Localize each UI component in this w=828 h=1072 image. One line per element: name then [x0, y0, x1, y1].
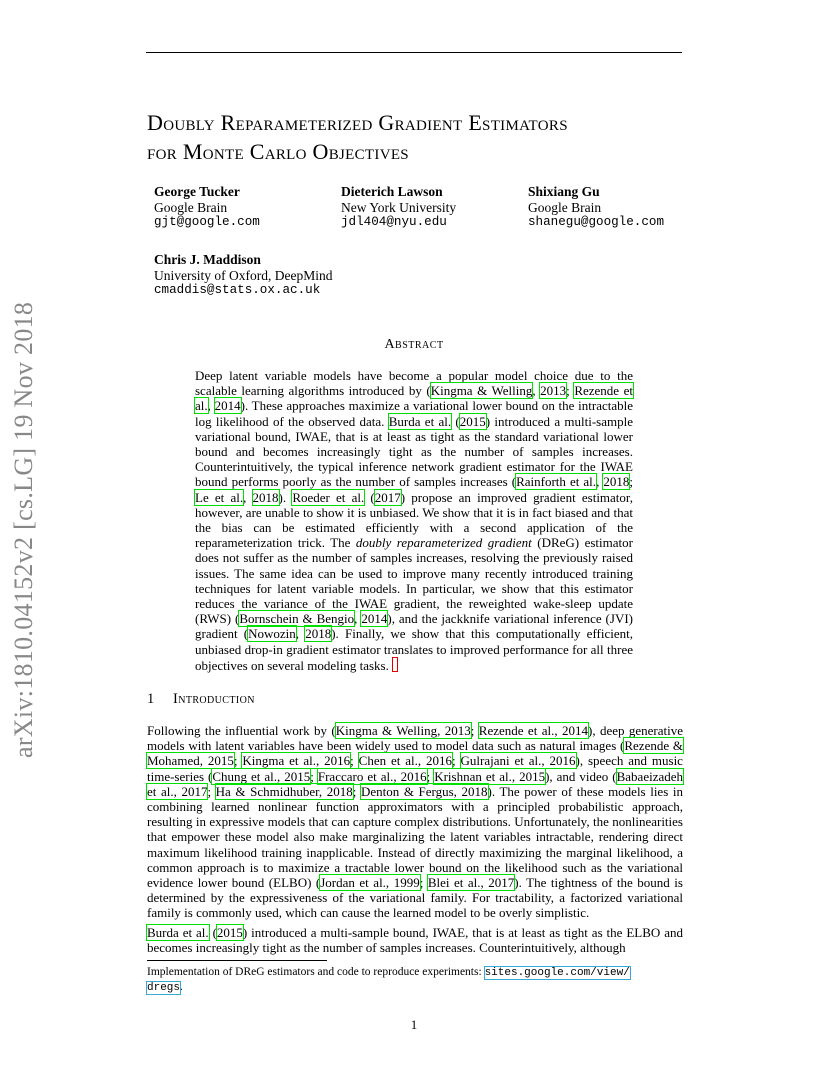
author-block — [341, 184, 456, 231]
citation-link[interactable]: Denton & Fergus, 2018 — [360, 783, 488, 799]
author-affiliation: University of Oxford, DeepMind — [154, 267, 333, 283]
author-email: cmaddis@stats.ox.ac.uk — [154, 283, 321, 297]
page-number: 1 — [410, 1017, 418, 1032]
citation-link[interactable]: Roeder et al. — [292, 489, 365, 505]
author-block — [528, 184, 664, 231]
author-email: gjt@google.com — [154, 215, 260, 229]
author-name: Dieterich Lawson — [341, 184, 443, 199]
top-rule — [146, 52, 682, 53]
text-span: (DReG) estimator does not suffer as the number of samples increases, resolving the previously raised issues. The same idea can be used to improve many recently introduced training techniques for latent variable models. In particular, we show that this estimator reduces the variance of the IWAE gradient, the reweighted wake-sleep update (RWS) ( — [195, 535, 633, 627]
intro-paragraph-2 — [147, 925, 683, 955]
citation-link[interactable]: Kingma & Welling — [430, 383, 533, 399]
footnote — [147, 965, 683, 995]
author-name: George Tucker — [154, 184, 240, 199]
citation-link[interactable]: Blei et al., 2017 — [427, 875, 515, 891]
arxiv-id-text: arXiv:1810.04152v2 [cs.LG] 19 Nov 2018 — [9, 301, 38, 758]
citation-link[interactable]: Kingma & Welling, 2013 — [335, 723, 471, 738]
author-affiliation: Google Brain — [528, 199, 602, 215]
citation-link[interactable]: Rezende & Mohamed, 2015 — [147, 738, 683, 769]
citation-link[interactable]: Kingma et al., 2016 — [242, 753, 351, 769]
title-line-1: Doubly Reparameterized Gradient Estimators — [147, 110, 568, 135]
paper-title — [147, 108, 707, 166]
text-span: ). The tightness of the bound is determined by the expressiveness of the variational family. For tractability, a factorized variational family is commonly used, which can cause the learned model to be overly simplistic. — [147, 875, 683, 921]
footnote-url-link[interactable]: dregs — [147, 982, 181, 994]
citation-link[interactable]: Nowozin — [248, 626, 296, 642]
text-span: ). — [278, 489, 293, 505]
author-affiliation: New York University — [341, 199, 457, 215]
section-number: 1 — [147, 691, 155, 707]
author-affiliation: Google Brain — [154, 199, 228, 215]
citation-link[interactable]: Ha & Schmidhuber, 2018 — [215, 783, 353, 799]
text-span: propose an improved gradient estimator, however, are unable to show it is unbiased. We show that it is in fact biased and that the bias can be estimated efficiently with a second application of the reparameterization trick. The — [195, 489, 633, 551]
abstract-heading: Abstract — [384, 337, 444, 352]
citation-link[interactable]: Fraccaro et al., 2016 — [317, 768, 427, 784]
citation-link[interactable]: 2015 — [216, 925, 243, 940]
text-span: ). These approaches maximize a variational lower bound on the intractable log likelihood of the observed data. — [195, 398, 634, 429]
title-line-2: for Monte Carlo Objectives — [147, 139, 409, 164]
author-email: jdl404@nyu.edu — [341, 215, 447, 229]
citation-link[interactable]: 2015 — [459, 413, 486, 429]
footnote-url-link[interactable]: sites.google.com/view/ — [484, 967, 630, 979]
text-span: introduced a multi-sample bound, IWAE, that is at least as tight as the ELBO and becomes increasingly tight as the number of samples increases. Counterintuitively, although — [147, 925, 683, 956]
intro-paragraph-1 — [147, 723, 683, 921]
text-span: ), and the jackknife variational inference (JVI) gradient ( — [195, 611, 633, 642]
citation-link[interactable]: 2014 — [214, 398, 241, 414]
citation-link[interactable]: Le et al. — [195, 489, 244, 505]
citation-link[interactable]: 2014 — [361, 611, 388, 627]
footnote-link[interactable] — [392, 657, 398, 672]
text-span: ). Finally, we show that this computationally efficient, unbiased drop-in gradient estimator translates to improved performance for all three objectives on several modeling tasks. — [195, 626, 633, 673]
citation-link[interactable]: Chen et al., 2016 — [358, 753, 453, 769]
abstract-body — [195, 368, 633, 673]
author-name: Shixiang Gu — [528, 184, 600, 199]
author-name: Chris J. Maddison — [154, 252, 261, 267]
citation-link[interactable]: Babaeizadeh et al., 2017 — [147, 768, 684, 799]
author-email: shanegu@google.com — [528, 215, 665, 229]
citation-link[interactable]: Rezende et al., 2014 — [478, 723, 588, 738]
text-span: ). The power of these models lies in combining learned nonlinear function approximators with a principled probabilistic approach, resulting in expressive models that can capture complex distributions. Unfortunately, the nonlinearities that empower these model also make marginalizing the latent variables intractable, rendering direct maximum likelihood training inapplicable. Instead of directly maximizing the marginal likelihood, a common approach is to maximize a tractable lower bound on the likelihood such as the variational evidence lower bound (ELBO) ( — [147, 783, 683, 891]
citation-link[interactable]: Rainforth et al. — [516, 474, 597, 490]
author-block — [154, 184, 260, 231]
footnote-rule — [147, 960, 327, 961]
footnote-text: Implementation of DReG estimators and code to reproduce experiments: — [147, 966, 485, 978]
citation-link[interactable]: Gulrajani et al., 2016 — [460, 753, 576, 769]
citation-link[interactable]: 2013 — [540, 383, 567, 399]
citation-link[interactable]: 2018 — [305, 626, 332, 642]
paragraph-text: Burda et al. (2015) introduced a multi-sample bound, IWAE, that is at least as tight as the ELBO and becomes increasingly tight as the number of samples increases. Counterintuitively, although — [147, 925, 683, 956]
citation-link[interactable]: Burda et al. — [147, 925, 209, 940]
citation-link[interactable]: Bornschein & Bengio — [239, 611, 355, 627]
citation-link[interactable]: 2018 — [603, 474, 630, 490]
section-title: Introduction — [173, 691, 255, 707]
author-block — [154, 252, 332, 299]
text-span: ), speech and music time-series ( — [147, 753, 683, 784]
arxiv-identifier[interactable] — [0, 0, 38, 1072]
citation-link[interactable]: 2017 — [374, 489, 401, 505]
citation-link[interactable]: Krishnan et al., 2015 — [434, 768, 546, 784]
section-heading — [147, 691, 255, 708]
text-span: ), deep generative models with latent variables have been widely used to model data such as natural images ( — [147, 723, 684, 754]
citation-link[interactable]: Burda et al. — [388, 413, 452, 429]
paragraph-text: Following the influential work by (Kingma & Welling, 2013; Rezende et al., 2014), deep generative models with latent variables have been widely used to model data such as natural images (Rezende & Mohamed, 2015; Kingma et al., 2016; Chen et al., 2016; Gulrajani et al., 2016), speech and music time-series (Chung et al., 2015; Fraccaro et al., 2016; Krishnan et al., 2015), and video (Babaeizadeh et al., 2017; Ha & Schmidhuber, 2018; Denton & Fergus, 2018). The power of these models lies in combining learned nonlinear function approximators with a principled probabilistic approach, resulting in expressive models that can capture complex distributions. Unfortunately, the nonlinearities that empower these model also make marginalizing the latent variables intractable, rendering direct maximum likelihood training inapplicable. Instead of directly maximizing the marginal likelihood, a common approach is to maximize a tractable lower bound on the likelihood such as the variational evidence lower bound (ELBO) (Jordan et al., 1999; Blei et al., 2017). The tightness of the bound is determined by the expressiveness of the variational family. For tractability, a factorized variational family is commonly used, which can cause the learned model to be overly simplistic. — [147, 723, 684, 921]
citation-link[interactable]: Rezende et al. — [195, 383, 634, 414]
abstract-text: Deep latent variable models have become a popular model choice due to the scalable learning algorithms introduced by (Kingma & Welling, 2013; Rezende et al., 2014). These approaches maximize a variational lower bound on the intractable log likelihood of the observed data. Burda et al. (2015) introduced a multi-sample variational bound, IWAE, that is at least as tight as the standard variational lower bound and becomes increasingly tight as the number of samples increases. Counterintuitively, the typical inference network gradient estimator for the IWAE bound performs poorly as the number of samples increases (Rainforth et al., 2018; Le et al., 2018). Roeder et al. (2017) propose an improved gradient estimator, however, are unable to show it is unbiased. We show that it is in fact biased and that the bias can be estimated efficiently with a second application of the reparameterization trick. The doubly reparameterized gradient (DReG) estimator does not suffer as the number of samples increases, resolving the previously raised issues. The same idea can be used to improve many recently introduced training techniques for latent variable models. In particular, we show that this estimator reduces the variance of the IWAE gradient, the reweighted wake-sleep update (RWS) (Bornschein & Bengio, 2014), and the jackknife variational inference (JVI) gradient (Nowozin, 2018). Finally, we show that this computationally efficient, unbiased drop-in gradient estimator translates to improved performance for all three objectives on several modeling tasks. — [195, 368, 634, 673]
emphasis: doubly reparameterized gradient — [355, 535, 532, 551]
text-span: Deep latent variable models have become a popular model choice due to the scalable learning algorithms introduced by ( — [195, 368, 633, 399]
citation-link[interactable]: 2018 — [252, 489, 279, 505]
citation-link[interactable]: Jordan et al., 1999 — [320, 875, 420, 891]
text-span: Following the influential work by ( — [147, 723, 336, 738]
citation-link[interactable]: Chung et al., 2015 — [212, 768, 311, 784]
text-span: introduced a multi-sample variational bound, IWAE, that is at least as tight as the standard variational lower bound and becomes increasingly tight as the number of samples increases. Counterintuitively, the typical inference network gradient estimator for the IWAE bound performs poorly as the number of samples increases ( — [195, 413, 633, 490]
text-span: ), and video ( — [545, 768, 617, 784]
footnote-end: . — [180, 981, 183, 993]
